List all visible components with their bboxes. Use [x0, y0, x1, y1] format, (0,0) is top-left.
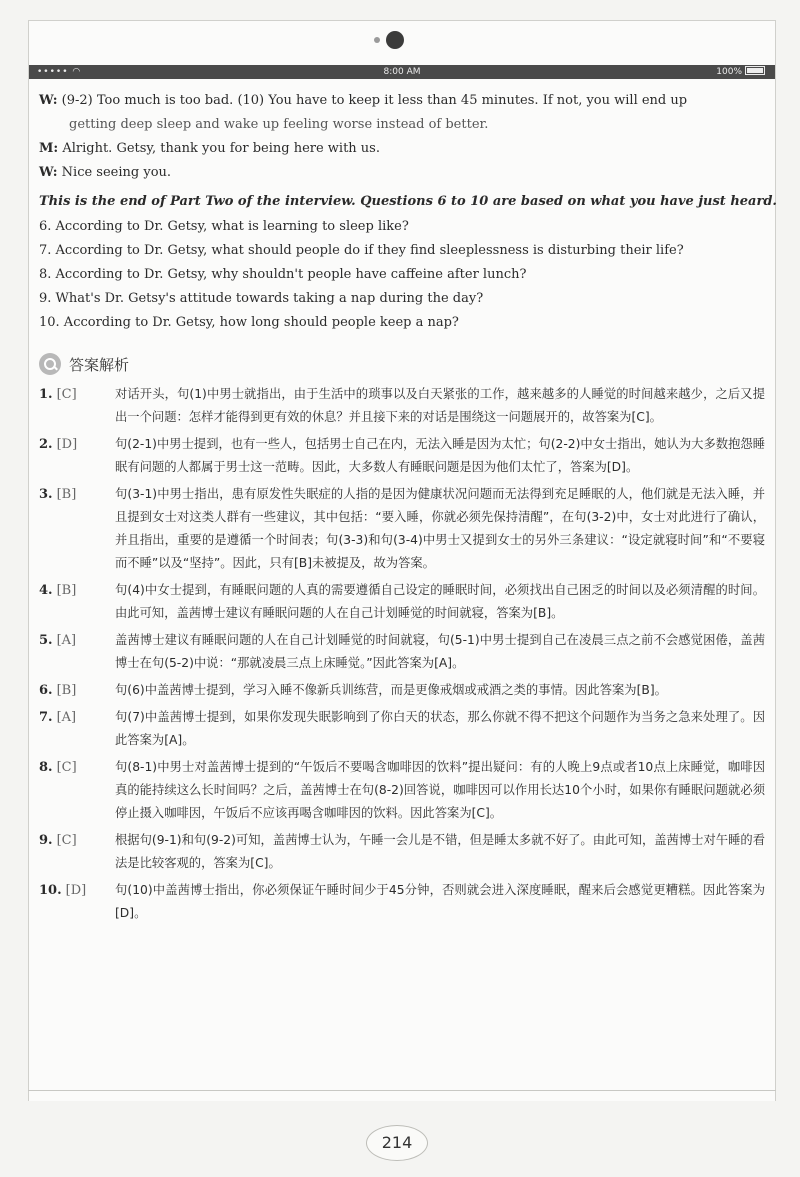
answer-explanation: 盖茜博士建议有睡眠问题的人在自己计划睡觉的时间就寝，句(5-1)中男士提到自己在凌晨三点之前不会感觉困倦，盖茜博士在句(5-2)中说：“那就凌晨三点上床睡觉。”因此答案为[A]。 — [115, 633, 765, 670]
answer-item — [39, 629, 765, 675]
section-heading — [39, 349, 765, 379]
answer-explanation: 句(3-1)中男士指出，患有原发性失眠症的人指的是因为健康状况问题而无法得到充足睡眠的人，他们就是无法入睡，并且提到女士对这类人群有一些建议，其中包括：“要入睡，你就必须先保持清醒”，在句(3-2)中，女士对此进行了确认，并且指出，重要的是遵循一个时间表；句(3-3)和句(3-4)中男士又提到女士的另外三条建议：“设定就寝时间”和“不要寝而不睡”以及“坚持”。因此，只有[B]未被提及，故为答案。 — [115, 487, 765, 570]
answer-explanation: 句(8-1)中男士对盖茜博士提到的“午饭后不要喝含咖啡因的饮料”提出疑问：有的人晚上9点或者10点上床睡觉，咖啡因真的能持续这么长时间吗？之后，盖茜博士在句(8-2)回答说，咖啡因可以作用长达10个小时，如果你有睡眠问题就必须停止摄入咖啡因，午饭后不应该再喝含咖啡因的饮料。因此答案为[C]。 — [115, 760, 765, 820]
answer-explanation: 句(7)中盖茜博士提到，如果你发现失眠影响到了你白天的状态，那么你就不得不把这个问题作为当务之急来处理了。因此答案为[A]。 — [115, 710, 765, 747]
question-item: 7. According to Dr. Getsy, what should people do if they find sleeplessness is disturbing their life? — [39, 243, 684, 258]
answer-number: 5. [A] — [39, 633, 77, 648]
question-item: 6. According to Dr. Getsy, what is learning to sleep like? — [39, 219, 409, 234]
camera-lens — [386, 31, 404, 49]
answer-letter: [A] — [56, 633, 77, 648]
signal-icon: ••••• ◠ — [37, 67, 82, 77]
dialogue-line — [39, 89, 765, 113]
answer-item — [39, 706, 765, 752]
answer-number: 10. [D] — [39, 883, 87, 898]
answer-number: 2. [D] — [39, 437, 78, 452]
answer-item — [39, 383, 765, 429]
answer-number: 9. [C] — [39, 833, 77, 848]
answer-letter: [B] — [56, 487, 77, 502]
answer-item — [39, 483, 765, 575]
answer-explanation: 对话开头，句(1)中男士就指出，由于生活中的琐事以及白天紧张的工作，越来越多的人睡觉的时间越来越少，之后又提出一个问题：怎样才能得到更有效的休息？并且接下来的对话是围绕这一问题展开的，故答案为[C]。 — [115, 387, 765, 424]
answer-number: 3. [B] — [39, 487, 77, 502]
speaker: W: — [39, 165, 58, 180]
end-note: This is the end of Part Two of the interview. Questions 6 to 10 are based on what you have just heard. — [39, 194, 777, 209]
answer-number: 1. [C] — [39, 387, 77, 402]
dialogue-text: Nice seeing you. — [61, 165, 172, 180]
sensor-dot — [374, 37, 380, 43]
status-bar — [29, 65, 775, 79]
dialogue-continuation: getting deep sleep and wake up feeling worse instead of better. — [69, 117, 489, 132]
answer-item — [39, 756, 765, 825]
magnifier-icon — [39, 353, 61, 375]
answer-explanation: 句(2-1)中男士提到，也有一些人，包括男士自己在内，无法入睡是因为太忙；句(2-2)中女士指出，她认为大多数抱怨睡眠有问题的人都属于男士这一范畴。因此，大多数人有睡眠问题是因为他们太忙了，答案为[D]。 — [115, 437, 765, 474]
answer-item — [39, 433, 765, 479]
answer-item — [39, 829, 765, 875]
dialogue-text: Alright. Getsy, thank you for being here with us. — [62, 141, 380, 156]
answer-letter: [D] — [56, 437, 78, 452]
answer-number: 4. [B] — [39, 583, 77, 598]
answer-explanation: 根据句(9-1)和句(9-2)可知，盖茜博士认为，午睡一会儿是不错，但是睡太多就不好了。由此可知，盖茜博士对午睡的看法是比较客观的，答案为[C]。 — [115, 833, 765, 870]
answer-explanation: 句(4)中女士提到，有睡眠问题的人真的需要遵循自己设定的睡眠时间，必须找出自己困乏的时间以及必须清醒的时间。由此可知，盖茜博士建议有睡眠问题的人在自己计划睡觉的时间就寝，答案为[B]。 — [115, 583, 765, 620]
page-content — [39, 89, 777, 925]
answer-letter: [B] — [56, 583, 77, 598]
dialogue-text: (9-2) Too much is too bad. (10) You have to keep it less than 45 minutes. If not, you will end up — [61, 93, 688, 108]
answer-item — [39, 579, 765, 625]
answer-item — [39, 879, 765, 925]
question-item: 10. According to Dr. Getsy, how long should people keep a nap? — [39, 315, 459, 330]
answer-number: 7. [A] — [39, 710, 77, 725]
speaker: W: — [39, 93, 58, 108]
status-time: 8:00 AM — [383, 67, 421, 77]
answer-letter: [D] — [65, 883, 87, 898]
answer-letter: [A] — [56, 710, 77, 725]
answer-letter: [C] — [56, 760, 77, 775]
question-item: 9. What's Dr. Getsy's attitude towards taking a nap during the day? — [39, 291, 484, 306]
answer-letter: [C] — [56, 387, 77, 402]
battery-status — [716, 65, 765, 79]
answer-letter: [C] — [56, 833, 77, 848]
answer-item — [39, 679, 765, 702]
answer-number: 8. [C] — [39, 760, 77, 775]
frame-bottom-edge — [28, 1090, 776, 1091]
speaker: M: — [39, 141, 59, 156]
camera — [368, 31, 428, 51]
dialogue-line — [39, 161, 765, 185]
answer-number: 6. [B] — [39, 683, 77, 698]
answer-explanation: 句(6)中盖茜博士提到，学习入睡不像新兵训练营，而是更像戒烟或戒酒之类的事情。因此答案为[B]。 — [115, 683, 667, 697]
question-item: 8. According to Dr. Getsy, why shouldn't people have caffeine after lunch? — [39, 267, 527, 282]
answer-letter: [B] — [56, 683, 77, 698]
section-title: 答案解析 — [69, 355, 130, 374]
battery-icon — [745, 66, 765, 75]
tablet-frame — [28, 20, 776, 1101]
page-number: 214 — [366, 1125, 428, 1161]
answer-explanation: 句(10)中盖茜博士指出，你必须保证午睡时间少于45分钟，否则就会进入深度睡眠，醒来后会感觉更糟糕。因此答案为[D]。 — [115, 883, 765, 920]
dialogue-line — [39, 137, 765, 161]
battery-percent: 100% — [716, 67, 742, 77]
